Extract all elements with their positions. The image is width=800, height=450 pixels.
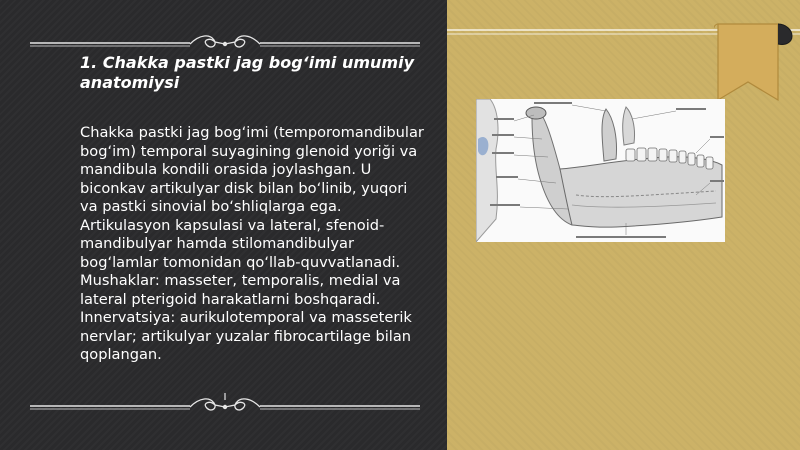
top-ornament-divider (30, 30, 420, 54)
slide-title: 1. Chakka pastki jag bog‘imi umumiy anatomiysi (80, 53, 415, 92)
bottom-ornament-divider (30, 391, 420, 415)
bookmark-icon (714, 16, 794, 104)
slide-body-text: Chakka pastki jag bog‘imi (temporomandibular bog‘im) temporal suyagining glenoid yoriği va mandibula kondili orasida joylashgan. U biconkav artikulyar disk bilan bo‘linib, yuqori va pastki sinovial bo‘shliqlarga ega. Artikulasyon kapsulasi va lateral, sfenoid-mandibulyar hamda stilomandibulyar bog‘lamlar tomonidan qo‘llab-quvvatlanadi. Mushaklar: masseter, temporalis, medial va lateral pterigoid harakatlarni boshqaradi. Innervatsiya: aurikulotemporal va masseterik nervlar; artikulyar yuzalar fibrocartilage bilan qoplangan. (80, 124, 424, 363)
mandible-anatomy-image (476, 99, 725, 242)
